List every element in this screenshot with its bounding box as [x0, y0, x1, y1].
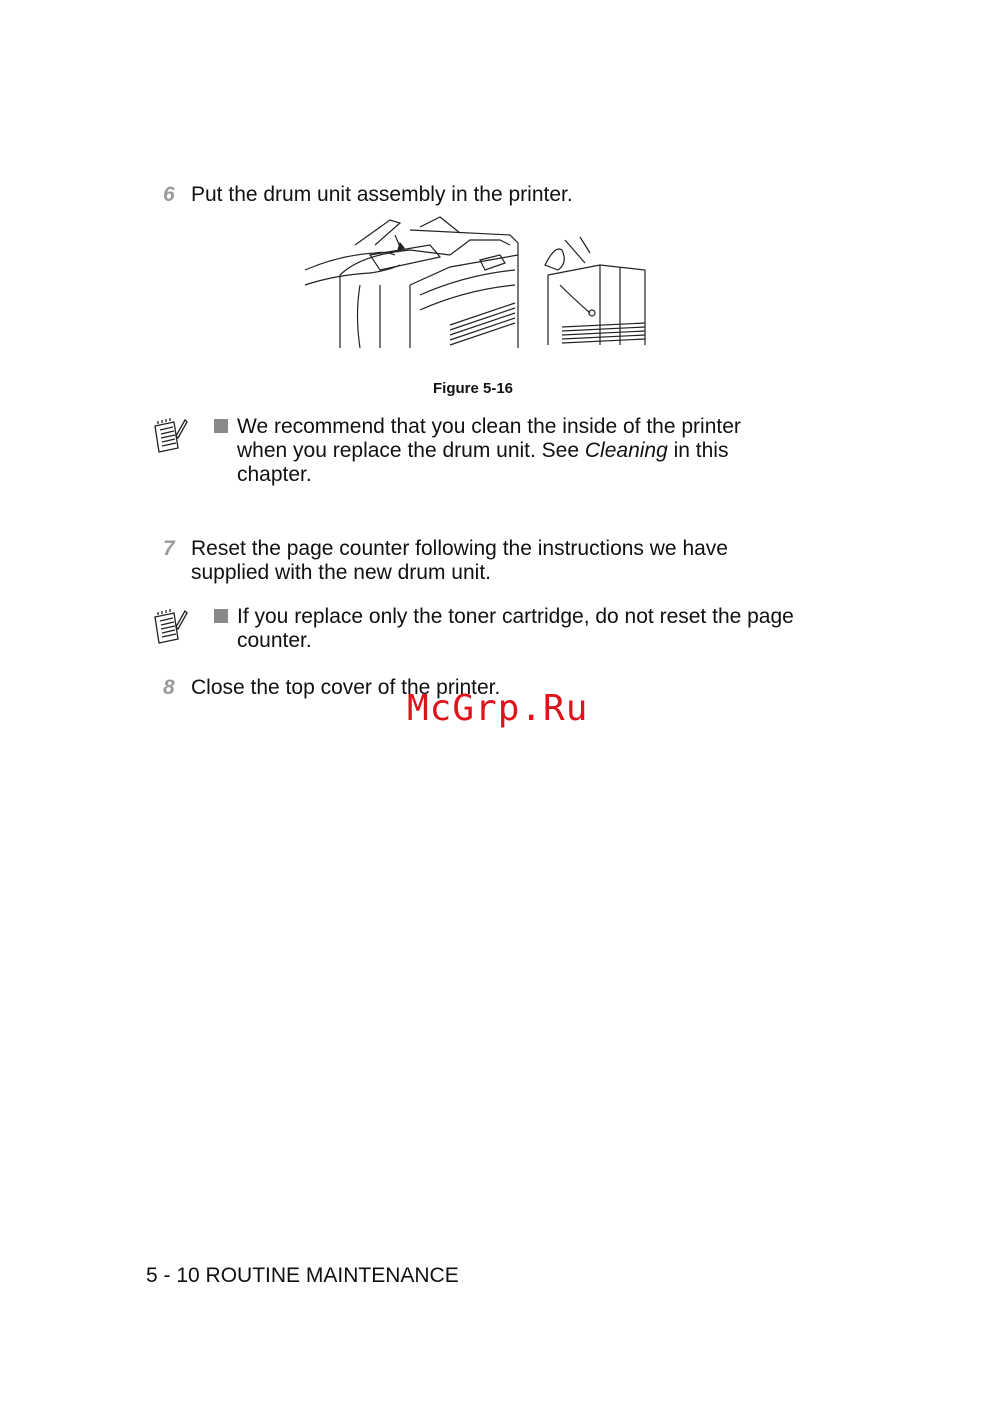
figure-caption: Figure 5-16: [433, 380, 514, 397]
note-1-cleaning-reference: Cleaning: [584, 439, 668, 462]
note-1-line-2b: in this: [667, 439, 729, 462]
printer-drum-illustration: [300, 215, 660, 353]
step-7-text: [191, 537, 831, 585]
page-footer: 5 - 10 ROUTINE MAINTENANCE: [146, 1264, 459, 1287]
note-1-line-3: chapter.: [237, 463, 312, 486]
note-pad-pencil-icon-2: [152, 607, 188, 645]
step-6-number: 6: [163, 183, 175, 206]
watermark: McGrp.Ru: [407, 688, 589, 729]
note-1: [214, 415, 814, 487]
step-8-number: 8: [163, 676, 175, 699]
note-1-line-1: We recommend that you clean the inside of the printer: [237, 415, 741, 438]
step-7-number: 7: [163, 537, 175, 560]
square-bullet-icon: [214, 419, 228, 433]
note-pad-pencil-icon: [152, 416, 188, 454]
step-7-line-1: Reset the page counter following the instructions we have: [191, 537, 728, 560]
note-2: [214, 605, 834, 653]
note-2-line-2: counter.: [237, 629, 312, 652]
note-1-line-2a: when you replace the drum unit. See: [237, 439, 585, 462]
note-2-line-1: If you replace only the toner cartridge, do not reset the page: [237, 605, 794, 628]
step-8-text: Close the top cover of the printer.: [191, 676, 501, 699]
square-bullet-icon-2: [214, 609, 228, 623]
figure-5-16-illustration: [300, 215, 660, 353]
step-7-line-2: supplied with the new drum unit.: [191, 561, 491, 584]
step-6-text: Put the drum unit assembly in the printer.: [191, 183, 573, 206]
